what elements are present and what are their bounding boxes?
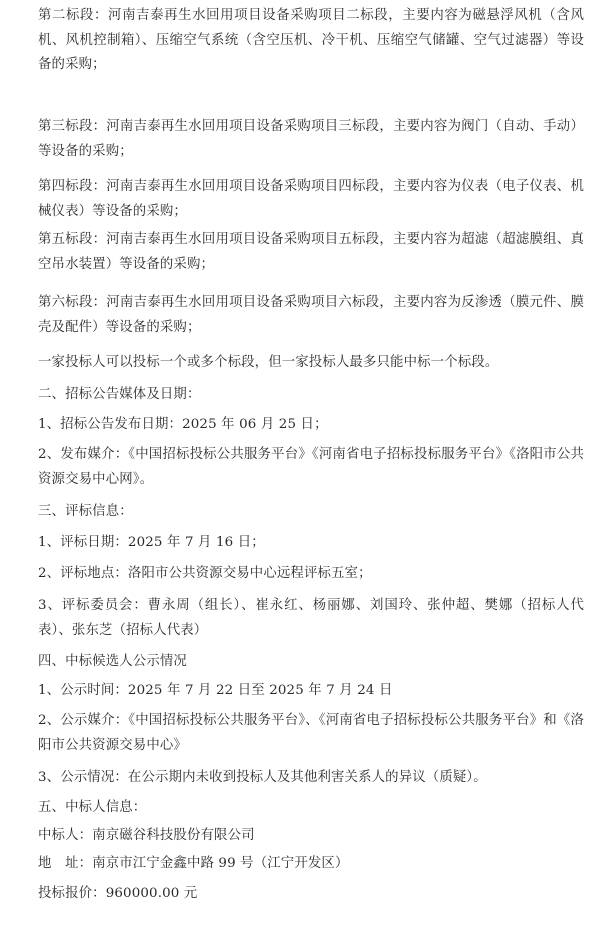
publicity-result-item: 3、公示情况：在公示期内未收到投标人及其他利害关系人的异议（质疑）。	[38, 770, 487, 785]
lot-3-paragraph: 第三标段：河南吉泰再生水回用项目设备采购项目三标段，主要内容为阀门（自动、手动）等设备的采购；	[38, 119, 584, 159]
evaluation-location-item: 2、评标地点：洛阳市公共资源交易中心远程评标五室；	[38, 566, 372, 581]
lot-5-paragraph: 第五标段：河南吉泰再生水回用项目设备采购项目五标段，主要内容为超滤（超滤膜组、真空吊水装置）等设备的采购；	[38, 232, 584, 272]
section-5-heading: 五、中标人信息：	[38, 800, 147, 815]
winner-name: 中标人：南京磁谷科技股份有限公司	[38, 828, 255, 843]
section-2-heading: 二、招标公告媒体及日期：	[38, 387, 201, 402]
evaluation-date-item: 1、评标日期：2025 年 7 月 16 日；	[38, 535, 265, 550]
winner-address: 地 址：南京市江宁金鑫中路 99 号（江宁开发区）	[38, 856, 349, 871]
section-3-heading: 三、评标信息：	[38, 504, 133, 519]
publicity-media-item: 2、公示媒介：《中国招标投标公共服务平台》、《河南省电子招标投标公共服务平台》和《洛阳市公共资源交易中心》	[38, 713, 584, 753]
publicity-time-item: 1、公示时间：2025 年 7 月 22 日至 2025 年 7 月 24 日	[38, 683, 393, 698]
bid-rule-paragraph: 一家投标人可以投标一个或多个标段，但一家投标人最多只能中标一个标段。	[38, 355, 499, 370]
evaluation-committee-item: 3、评标委员会：曹永周（组长）、崔永红、杨丽娜、刘国玲、张仲超、樊娜（招标人代表）、张东芝（招标人代表）	[38, 598, 584, 638]
lot-2-paragraph: 第二标段：河南吉泰再生水回用项目设备采购项目二标段，主要内容为磁悬浮风机（含风机、风机控制箱）、压缩空气系统（含空压机、冷干机、压缩空气储罐、空气过滤器）等设备的采购；	[38, 8, 584, 72]
publish-date-item: 1、招标公告发布日期：2025 年 06 月 25 日；	[38, 417, 328, 432]
publish-media-item: 2、发布媒介：《中国招标投标公共服务平台》《河南省电子招标投标服务平台》《洛阳市公共资源交易中心网》。	[38, 447, 584, 487]
lot-4-paragraph: 第四标段：河南吉泰再生水回用项目设备采购项目四标段，主要内容为仪表（电子仪表、机械仪表）等设备的采购；	[38, 179, 584, 219]
lot-6-paragraph: 第六标段：河南吉泰再生水回用项目设备采购项目六标段，主要内容为反渗透（膜元件、膜壳及配件）等设备的采购；	[38, 295, 584, 335]
bid-price: 投标报价：960000.00 元	[38, 886, 198, 901]
section-4-heading: 四、中标候选人公示情况	[38, 654, 187, 669]
